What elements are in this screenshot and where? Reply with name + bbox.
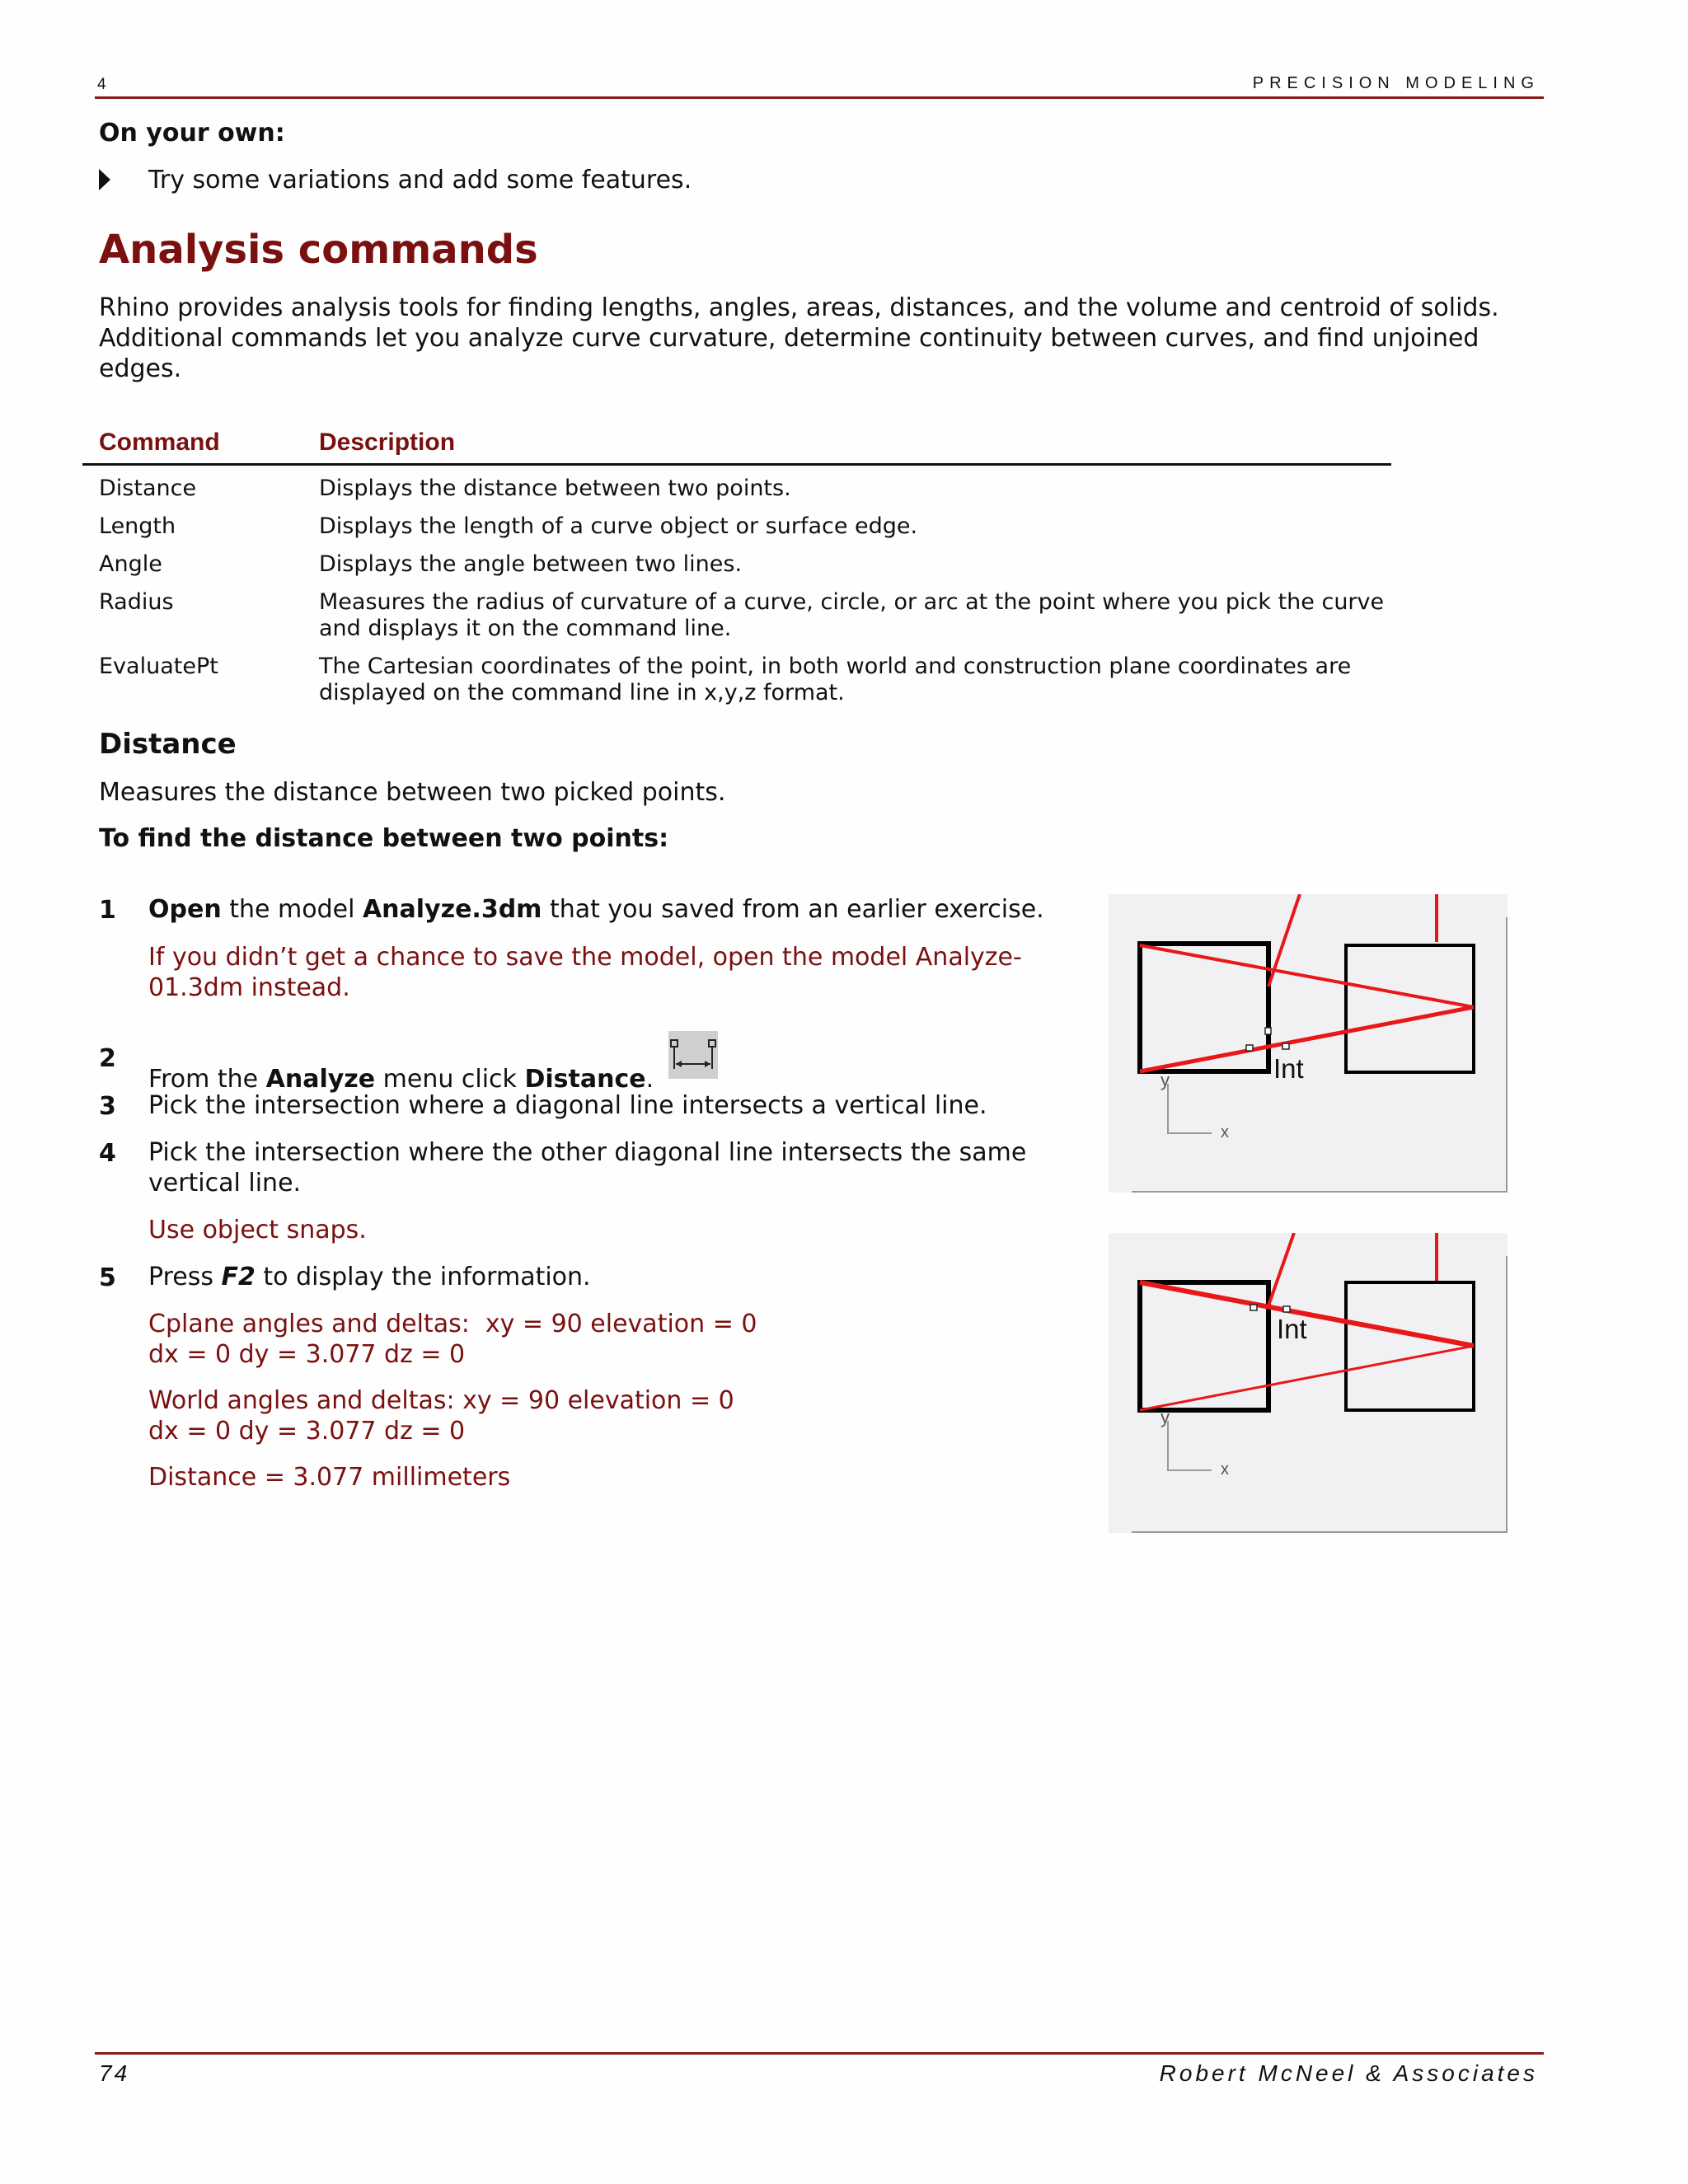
distance-tool-icon <box>668 1031 718 1079</box>
footer-rule <box>95 2052 1544 2055</box>
step-bold-menu: Analyze <box>265 1065 376 1094</box>
subsection-heading: Distance <box>99 728 237 761</box>
step-span: From the <box>148 1065 266 1094</box>
step-span: menu click <box>375 1065 525 1094</box>
cell-description: Displays the length of a curve object or surface edge. <box>319 513 918 539</box>
intro-paragraph: Rhino provides analysis tools for finding lengths, angles, areas, distances, and the volume and centroid of solids. Additional commands let you analyze curve curvature, determine continuity between curves, and find unjoined edges. <box>99 293 1499 383</box>
command-output-cplane <box>148 1309 1088 1370</box>
command-output-result: Distance = 3.077 millimeters <box>148 1463 511 1492</box>
step-note: If you didn’t get a chance to save the model, open the model Analyze-01.3dm instead. <box>148 943 1022 1002</box>
cell-description: The Cartesian coordinates of the point, in both world and construction plane coordinates are displayed on the command line in x,y,z format. <box>319 654 1352 705</box>
axis-y-label: y <box>1160 1407 1170 1427</box>
command-table <box>82 425 1391 711</box>
command-output-world <box>148 1385 1088 1446</box>
header-section-number: 4 <box>97 76 106 93</box>
step-text: Pick the intersection where the other diagonal line intersects the same vertical line. <box>148 1138 1027 1197</box>
table-row <box>82 654 1391 711</box>
step-text <box>148 894 1088 925</box>
viewport-drawing-2 <box>1109 1233 1507 1533</box>
column-header-description: Description <box>319 429 456 456</box>
header-rule <box>95 96 1544 99</box>
output-line: Cplane angles and deltas: xy = 90 elevation = 0 <box>148 1310 757 1338</box>
axis-x-label: x <box>1221 1123 1229 1141</box>
step-number: 3 <box>99 1092 116 1121</box>
step-number: 2 <box>99 1044 116 1073</box>
table-row <box>82 476 1391 513</box>
step-note: Use object snaps. <box>148 1216 367 1244</box>
cell-command: Distance <box>99 476 197 501</box>
output-line: dx = 0 dy = 3.077 dz = 0 <box>148 1417 466 1446</box>
step-bold-word: Open <box>148 895 222 924</box>
step-key: F2 <box>221 1263 256 1291</box>
viewport-drawing-1 <box>1109 894 1507 1193</box>
snap-label: Int <box>1273 1053 1304 1084</box>
cell-description: Displays the distance between two points. <box>319 476 791 501</box>
axis-y-label: y <box>1160 1070 1170 1090</box>
table-header <box>82 425 1391 466</box>
step-span: to display the information. <box>255 1263 591 1291</box>
table-row <box>82 551 1391 589</box>
step-span: Press <box>148 1263 222 1291</box>
subsection-summary: Measures the distance between two picked points. <box>99 778 726 807</box>
step-span: that you saved from an earlier exercise. <box>542 895 1044 924</box>
cell-command: EvaluatePt <box>99 654 218 679</box>
cell-description: Displays the angle between two lines. <box>319 551 743 577</box>
table-row <box>82 589 1391 654</box>
cell-command: Radius <box>99 589 174 615</box>
page-number: 74 <box>99 2060 130 2086</box>
output-line: World angles and deltas: xy = 90 elevation = 0 <box>148 1386 734 1415</box>
step-bold-command: Distance <box>524 1065 646 1094</box>
section-heading: Analysis commands <box>99 227 538 273</box>
step-number: 5 <box>99 1263 116 1292</box>
snap-label: Int <box>1277 1314 1307 1344</box>
cell-command: Length <box>99 513 176 539</box>
step-number: 1 <box>99 896 116 925</box>
viewport-figure-1 <box>1109 894 1507 1193</box>
step-text: Pick the intersection where a diagonal line intersects a vertical line. <box>148 1091 987 1120</box>
triangle-bullet-icon <box>99 169 110 190</box>
column-header-command: Command <box>99 429 220 456</box>
viewport-figure-2 <box>1109 1233 1507 1533</box>
cell-description: Measures the radius of curvature of a curve, circle, or arc at the point where you pick the curve and displays it on the command line. <box>319 589 1385 641</box>
cell-command: Angle <box>99 551 162 577</box>
output-line: dx = 0 dy = 3.077 dz = 0 <box>148 1340 466 1369</box>
step-span: the model <box>221 895 363 924</box>
step-span: . <box>645 1065 654 1094</box>
bullet-item <box>99 165 692 195</box>
step-text <box>148 1043 1088 1094</box>
axis-x-label: x <box>1221 1460 1229 1479</box>
footer-company: Robert McNeel & Associates <box>1159 2060 1538 2086</box>
step-number: 4 <box>99 1139 116 1168</box>
procedure-title: To find the distance between two points: <box>99 824 669 853</box>
step-bold-filename: Analyze.3dm <box>362 895 542 924</box>
header-title: PRECISION MODELING <box>1252 74 1540 92</box>
step-text <box>148 1262 1088 1292</box>
bullet-text: Try some variations and add some features. <box>148 166 692 194</box>
table-row <box>82 513 1391 551</box>
on-your-own-heading: On your own: <box>99 119 285 148</box>
